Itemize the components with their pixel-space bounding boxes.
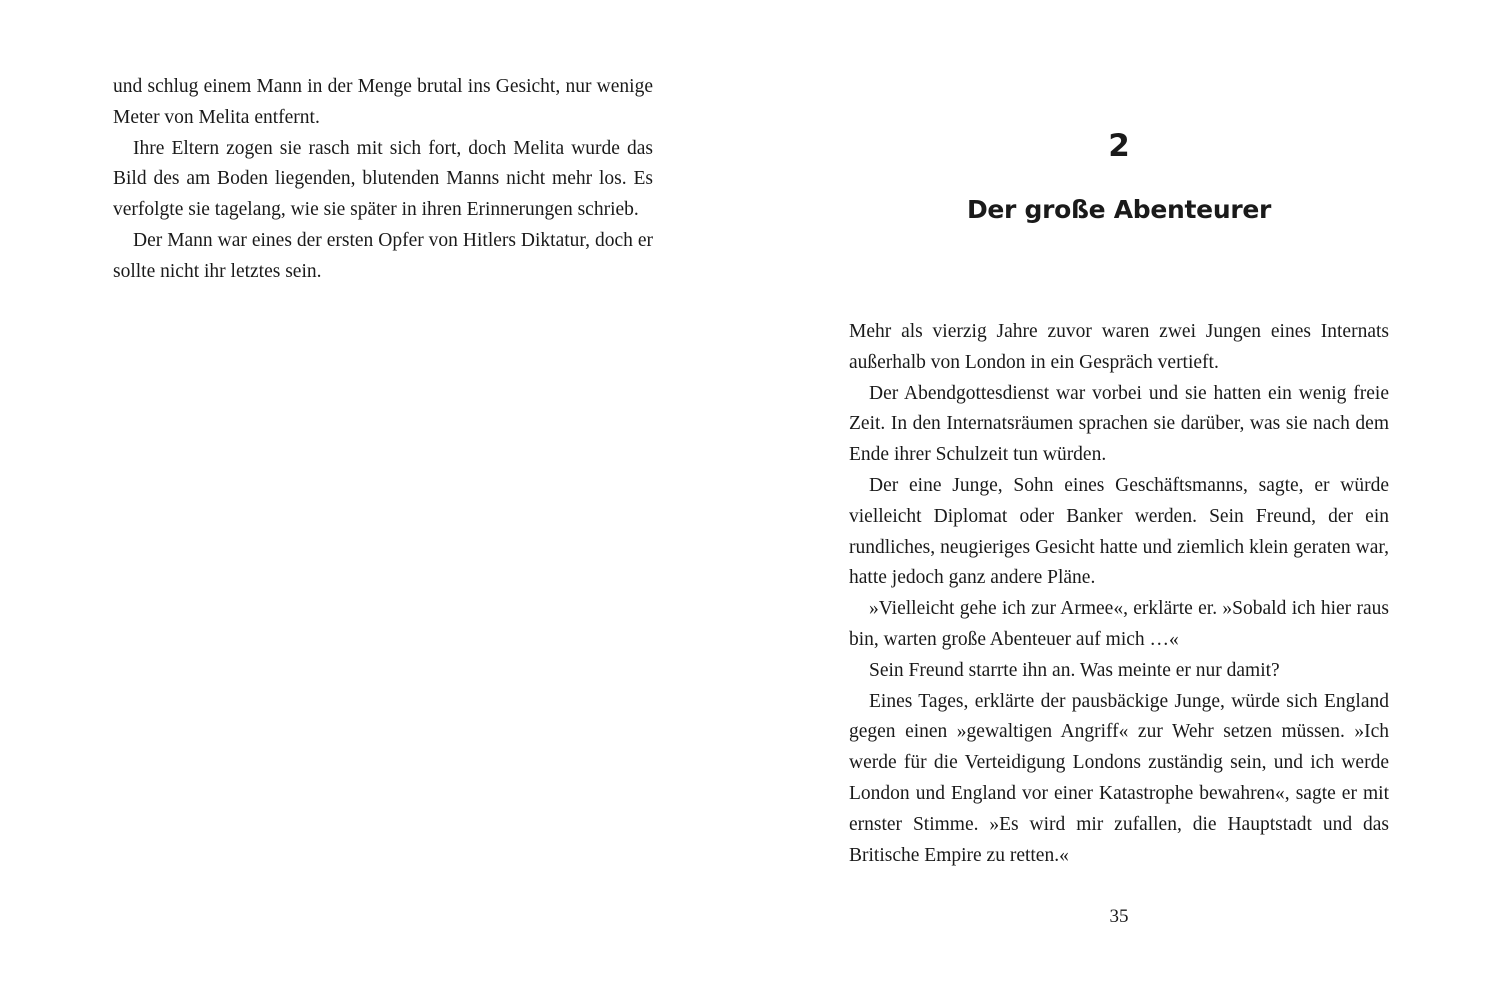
paragraph: Der Mann war eines der ersten Opfer von Hitlers Diktatur, doch er sollte nicht ihr letztes sein. [113,229,653,282]
paragraph: Eines Tages, erklärte der pausbäckige Junge, würde sich England gegen einen »gewaltigen Angriff« zur Wehr setzen müssen. »Ich werde für die Verteidigung Londons zuständig sein, und ich werde London und England vor einer Katastrophe bewahren«, sagte er mit ernster Stimme. »Es wird mir zufallen, die Hauptstadt und das Britische Empire zu retten.« [849,690,1389,866]
chapter-title: Der große Abenteurer [966,195,1272,224]
paragraph: Mehr als vierzig Jahre zuvor waren zwei Jungen eines Internats außerhalb von London in ein Gespräch vertieft. [849,321,1389,373]
paragraph: Sein Freund starrte ihn an. Was meinte er nur damit? [869,659,1280,681]
left-page-body [113,72,653,288]
page-number: 35 [1109,906,1129,927]
paragraph: Der Abendgottesdienst war vorbei und sie hatten ein wenig freie Zeit. In den Internatsräumen sprachen sie darüber, was sie nach dem Ende ihrer Schulzeit tun würden. [849,382,1389,466]
paragraph: und schlug einem Mann in der Menge brutal ins Gesicht, nur wenige Meter von Melita entfernt. [113,76,653,128]
paragraph: Ihre Eltern zogen sie rasch mit sich fort, doch Melita wurde das Bild des am Boden liegenden, blutenden Manns nicht mehr los. Es verfolgte sie tagelang, wie sie später in ihren Erinnerungen schrieb. [113,137,653,221]
chapter-number: 2 [1108,128,1130,164]
paragraph: »Vielleicht gehe ich zur Armee«, erklärte er. »Sobald ich hier raus bin, warten große Abenteuer auf mich …« [849,598,1389,650]
paragraph: Der eine Junge, Sohn eines Geschäftsmanns, sagte, er würde vielleicht Diplomat oder Banker werden. Sein Freund, der ein rundliches, neugieriges Gesicht hatte und ziemlich klein geraten war, hatte jedoch ganz andere Pläne. [849,474,1389,589]
right-page [750,0,1500,1004]
right-page-body [849,317,1389,871]
